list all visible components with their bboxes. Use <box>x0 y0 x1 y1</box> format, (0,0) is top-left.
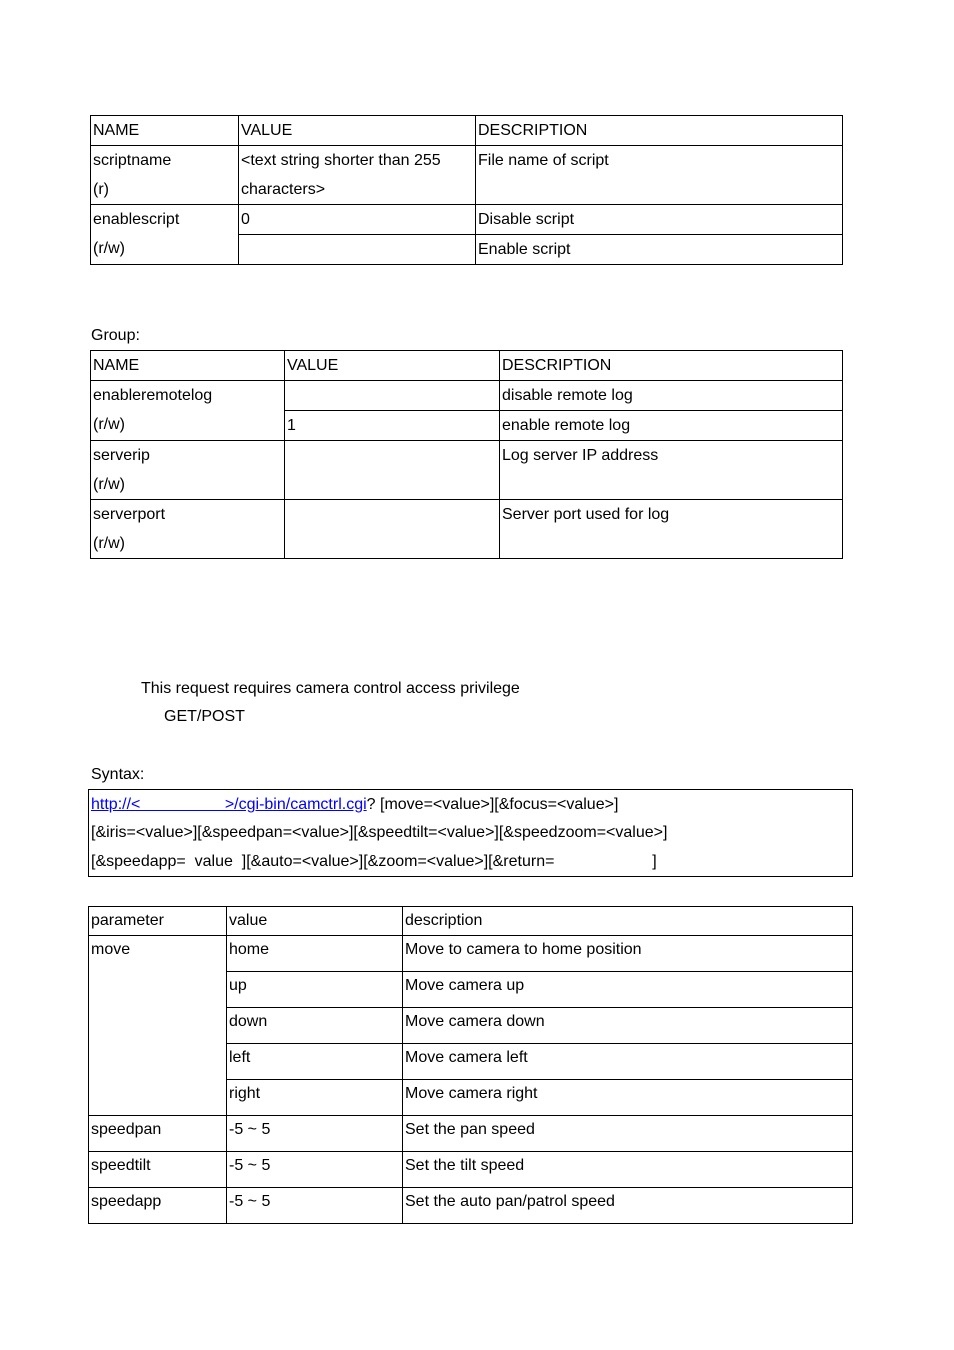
script-parameter-table <box>90 115 843 265</box>
table-header-row <box>89 907 853 936</box>
table-row <box>89 936 853 972</box>
param-value: 0 <box>239 205 476 235</box>
param-description: Enable script <box>476 235 843 265</box>
param-value: home <box>227 936 403 972</box>
syntax-box <box>88 789 853 877</box>
param-access: (r/w) <box>93 476 125 493</box>
header-parameter: parameter <box>89 907 227 936</box>
param-value <box>239 235 476 265</box>
remote-log-parameter-table <box>90 350 843 559</box>
param-value: up <box>227 972 403 1008</box>
param-name-cell <box>91 500 285 559</box>
param-value: down <box>227 1008 403 1044</box>
table-row <box>91 381 843 411</box>
param-name: move <box>89 936 227 1116</box>
syntax-line-1-rest: ? [move=<value>][&focus=<value>] <box>366 796 619 813</box>
param-description: enable remote log <box>500 411 843 441</box>
header-name: NAME <box>91 351 285 381</box>
param-access: (r) <box>93 181 109 198</box>
group-label: Group: <box>91 327 140 344</box>
param-description: Disable script <box>476 205 843 235</box>
param-description: Move camera up <box>403 972 853 1008</box>
header-value: value <box>227 907 403 936</box>
param-name: speedapp <box>89 1188 227 1224</box>
table-header-row <box>91 116 843 146</box>
syntax-line-1 <box>91 791 618 819</box>
param-value: 1 <box>285 411 500 441</box>
header-description: DESCRIPTION <box>476 116 843 146</box>
header-description: DESCRIPTION <box>500 351 843 381</box>
table-row <box>89 1188 853 1224</box>
param-description: Move to camera to home position <box>403 936 853 972</box>
cgi-url-link[interactable]: http://< >/cgi-bin/camctrl.cgi <box>91 796 367 813</box>
param-description: disable remote log <box>500 381 843 411</box>
param-description: Move camera right <box>403 1080 853 1116</box>
header-name: NAME <box>91 116 239 146</box>
param-name: speedtilt <box>89 1152 227 1188</box>
table-row <box>89 1116 853 1152</box>
param-name: serverip <box>93 447 150 464</box>
table-row <box>91 500 843 559</box>
param-name: scriptname <box>93 152 172 169</box>
http-method: GET/POST <box>164 708 245 725</box>
param-description: Set the pan speed <box>403 1116 853 1152</box>
param-access: (r/w) <box>93 416 125 433</box>
table-row <box>91 441 843 500</box>
param-name-cell <box>91 381 285 441</box>
param-description: Server port used for log <box>500 500 843 559</box>
syntax-label: Syntax: <box>91 766 145 783</box>
header-value: VALUE <box>239 116 476 146</box>
param-name: enableremotelog <box>93 387 213 404</box>
syntax-line-3: [&speedapp= value ][&auto=<value>][&zoom=<value>][&return= ] <box>91 853 657 870</box>
param-value-cell <box>239 146 476 205</box>
param-value: left <box>227 1044 403 1080</box>
table-row <box>91 205 843 235</box>
param-value: right <box>227 1080 403 1116</box>
param-description: Set the tilt speed <box>403 1152 853 1188</box>
param-value: -5 ~ 5 <box>227 1188 403 1224</box>
param-value <box>285 381 500 411</box>
header-description: description <box>403 907 853 936</box>
table-row <box>89 1152 853 1188</box>
param-description: Set the auto pan/patrol speed <box>403 1188 853 1224</box>
syntax-line-2: [&iris=<value>][&speedpan=<value>][&speedtilt=<value>][&speedzoom=<value>] <box>91 824 668 841</box>
param-description: File name of script <box>476 146 843 205</box>
table-row <box>91 146 843 205</box>
camctrl-parameter-table <box>88 906 853 1224</box>
header-value: VALUE <box>285 351 500 381</box>
param-name-cell <box>91 146 239 205</box>
param-value: -5 ~ 5 <box>227 1152 403 1188</box>
param-description: Log server IP address <box>500 441 843 500</box>
param-access: (r/w) <box>93 535 125 552</box>
param-value <box>285 441 500 500</box>
param-name-cell <box>91 205 239 265</box>
param-value <box>285 500 500 559</box>
param-name-cell <box>91 441 285 500</box>
param-name: serverport <box>93 506 166 523</box>
param-name: enablescript <box>93 211 180 228</box>
table-header-row <box>91 351 843 381</box>
param-value-line: characters> <box>241 181 326 198</box>
param-name: speedpan <box>89 1116 227 1152</box>
privilege-note: This request requires camera control access privilege <box>141 680 520 697</box>
param-description: Move camera down <box>403 1008 853 1044</box>
param-value: -5 ~ 5 <box>227 1116 403 1152</box>
param-description: Move camera left <box>403 1044 853 1080</box>
param-value-line: <text string shorter than 255 <box>241 152 441 169</box>
param-access: (r/w) <box>93 240 125 257</box>
